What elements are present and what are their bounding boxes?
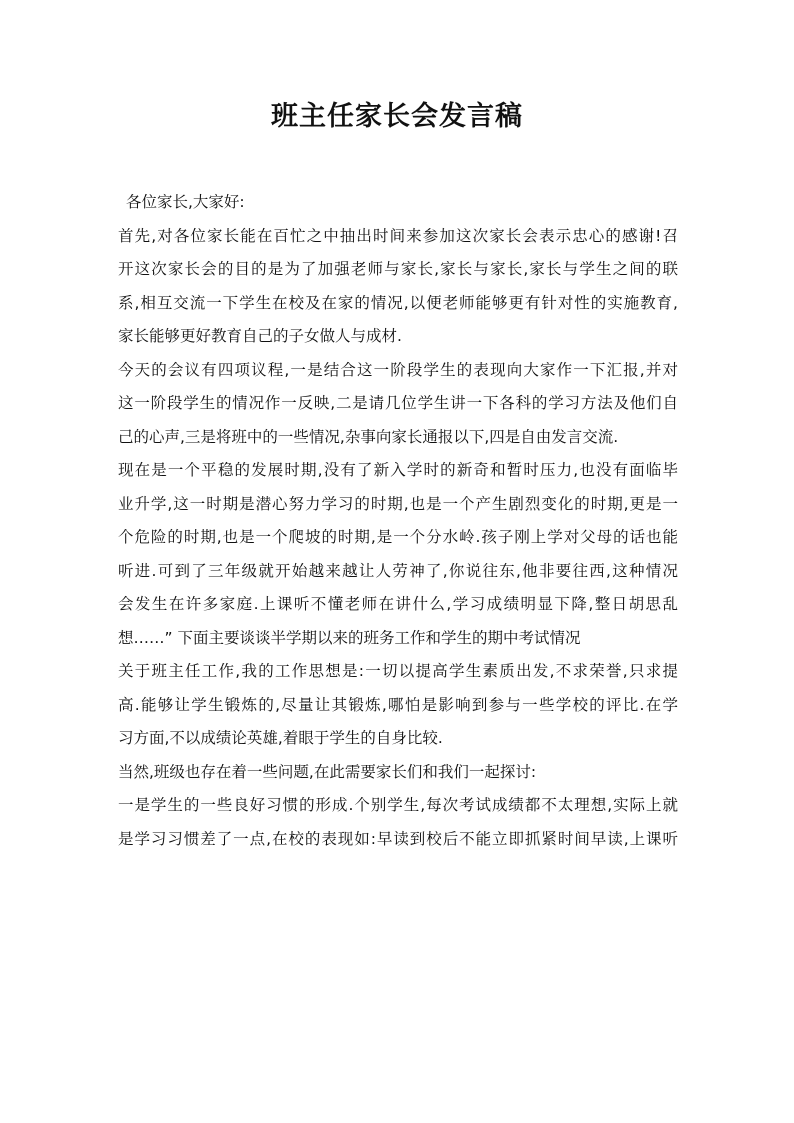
- text-line: 当然,班级也存在着一些问题,在此需要家长们和我们一起探讨:: [118, 762, 537, 781]
- text-line: 是学习习惯差了一点,在校的表现如:早读到校后不能立即抓紧时间早读,上课听: [118, 829, 678, 848]
- greeting-line: 各位家长,大家好:: [126, 193, 245, 211]
- document-body: [118, 186, 678, 856]
- text-line: 个危险的时期,也是一个爬坡的时期,是一个分水岭.孩子刚上学对父母的话也能: [118, 528, 678, 546]
- text-line: 会发生在许多家庭.上课听不懂老师在讲什么,学习成绩明显下降,整日胡思乱: [118, 595, 678, 613]
- text-line: 现在是一个平稳的发展时期,没有了新入学时的新奇和暂时压力,也没有面临毕: [118, 461, 678, 479]
- text-line: 开这次家长会的目的是为了加强老师与家长,家长与家长,家长与学生之间的联: [118, 260, 678, 278]
- text-line: 关于班主任工作,我的工作思想是:一切以提高学生素质出发,不求荣誉,只求提: [118, 662, 678, 680]
- text-line: 己的心声,三是将班中的一些情况,杂事向家长通报以下,四是自由发言交流.: [118, 427, 619, 446]
- document-title: 班主任家长会发言稿: [271, 101, 523, 132]
- text-line: 业升学,这一时期是潜心努力学习的时期,也是一个产生剧烈变化的时期,更是一: [118, 494, 678, 513]
- text-line: 习方面,不以成绩论英雄,着眼于学生的自身比较.: [118, 729, 443, 747]
- text-line: 家长能够更好教育自己的子女做人与成材.: [118, 327, 402, 345]
- text-line: 一是学生的一些良好习惯的形成.个别学生,每次考试成绩都不太理想,实际上就: [118, 796, 678, 814]
- text-line: 高.能够让学生锻炼的,尽量让其锻炼,哪怕是影响到参与一些学校的评比.在学: [118, 695, 678, 714]
- text-line: 今天的会议有四项议程,一是结合这一阶段学生的表现向大家作一下汇报,并对: [118, 360, 678, 379]
- text-line: 系,相互交流一下学生在校及在家的情况,以便老师能够更有针对性的实施教育,: [118, 293, 678, 312]
- text-line: 首先,对各位家长能在百忙之中抽出时间来参加这次家长会表示忠心的感谢!召: [118, 226, 678, 245]
- text-line: 听进.可到了三年级就开始越来越让人劳神了,你说往东,他非要往西,这种情况: [118, 561, 678, 580]
- text-line: 这一阶段学生的情况作一反映,二是请几位学生讲一下各科的学习方法及他们自: [118, 394, 678, 412]
- text-line: 想……” 下面主要谈谈半学期以来的班务工作和学生的期中考试情况: [118, 628, 581, 647]
